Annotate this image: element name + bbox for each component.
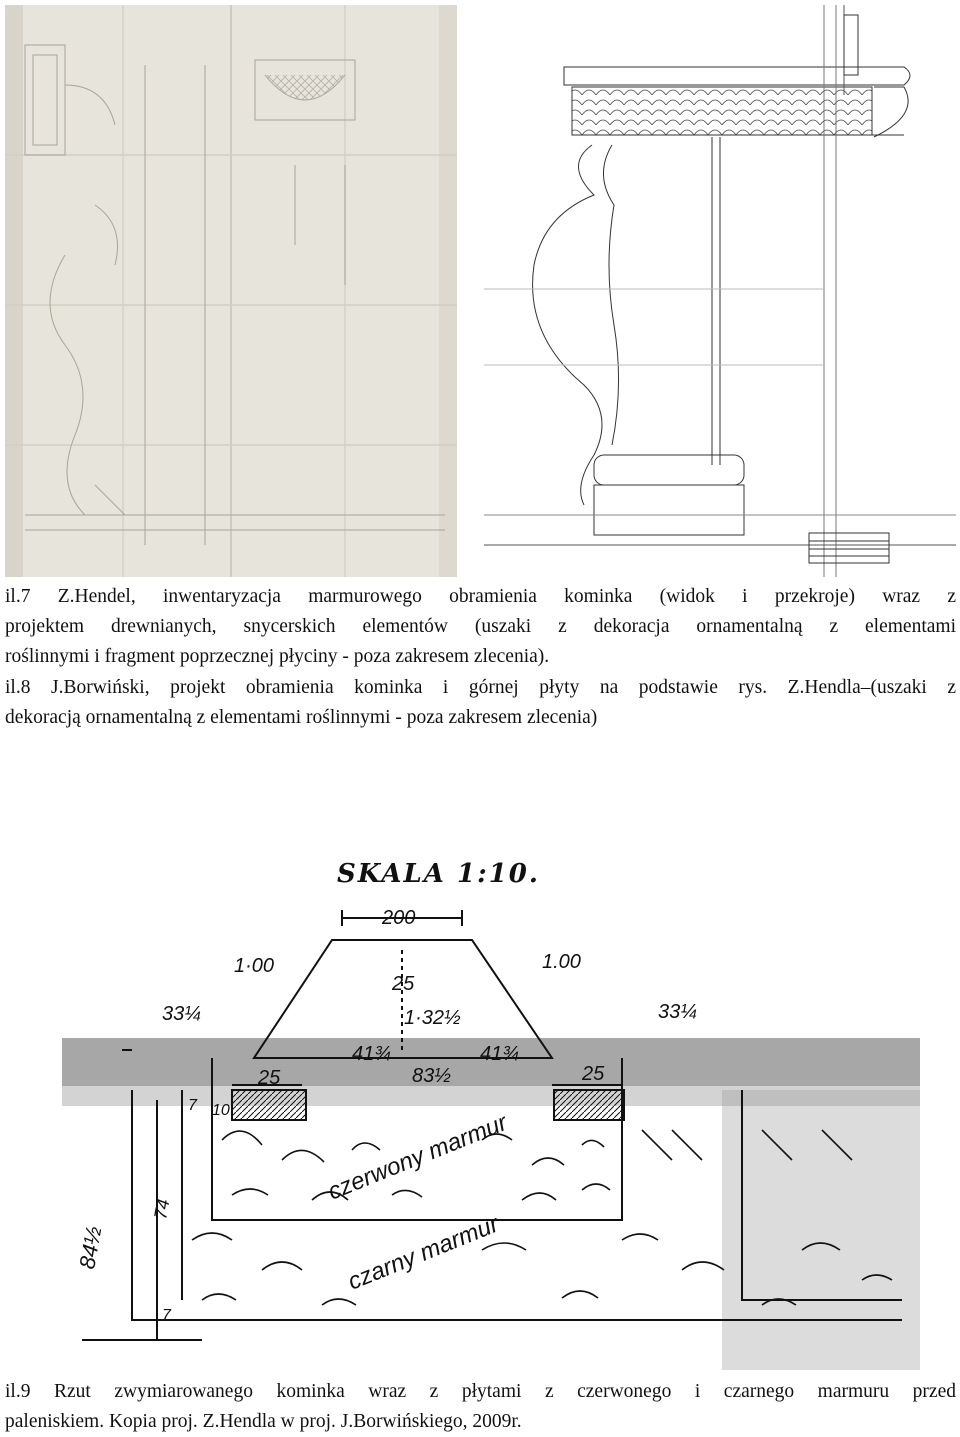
dim-right-block: 25 — [582, 1063, 605, 1085]
scale-title: SKALA 1:10. — [337, 859, 540, 889]
fireplace-plan-drawing — [62, 800, 920, 1370]
dim-side-ten: 10 — [212, 1102, 230, 1119]
caption-il8-line1: il.8 J.Borwiński, projekt obramienia kominka i górnej płyty na podstawie rys. Z.Hendla–(uszaki z — [5, 677, 956, 698]
caption-il7-line1: il.7 Z.Hendel, inwentaryzacja marmurowego obramienia kominka (widok i przekroje) wraz z — [5, 586, 956, 607]
dim-left-inner-height: 74 — [150, 1197, 174, 1221]
dim-center-sub: 1·32½ — [404, 1007, 461, 1029]
caption-il7-line2: projektem drewnianych, snycerskich elementów (uszaki z dekoracja ornamentalną z elementami — [5, 616, 956, 637]
dim-left-slope: 1·00 — [234, 955, 275, 977]
label-red-marble: czerwony marmur — [324, 1109, 512, 1206]
caption-il7 — [5, 582, 956, 672]
dim-opening: 83½ — [412, 1065, 451, 1087]
dim-left-inner: 41¾ — [352, 1043, 391, 1065]
dim-left-block: 25 — [258, 1067, 281, 1089]
caption-il8 — [5, 673, 956, 733]
dim-right-wing: 33¼ — [658, 1001, 697, 1023]
dim-side-seven: 7 — [188, 1097, 197, 1114]
archival-drawing-photo — [5, 5, 457, 577]
dim-center-depth: 25 — [392, 973, 415, 995]
technical-drawing-illustration — [484, 5, 956, 577]
caption-il8-line2: dekoracją ornamentalną z elementami roślinnymi - poza zakresem zlecenia) — [5, 707, 598, 728]
fireplace-plan-illustration — [62, 800, 920, 1370]
caption-il9-line2: paleniskiem. Kopia proj. Z.Hendla w proj. J.Borwińskiego, 2009r. — [5, 1411, 522, 1432]
dim-right-inner: 41¾ — [480, 1043, 519, 1065]
technical-drawing — [484, 5, 956, 577]
label-black-marble: czarny marmur — [344, 1210, 503, 1296]
dim-bottom-small: 7 — [162, 1307, 171, 1324]
dim-right-slope: 1.00 — [542, 951, 581, 973]
caption-il9-line1: il.9 Rzut zwymiarowanego kominka wraz z płytami z czerwonego i czarnego marmuru przed — [5, 1381, 956, 1402]
caption-il9 — [5, 1377, 956, 1437]
dim-top-width: 200 — [382, 907, 416, 929]
dim-left-wing: 33¼ — [162, 1003, 201, 1025]
archival-drawing-illustration — [5, 5, 457, 577]
dim-left-height: 84½ — [74, 1224, 107, 1271]
caption-il7-line3: roślinnymi i fragment poprzecznej płyciny - poza zakresem zlecenia). — [5, 646, 550, 667]
